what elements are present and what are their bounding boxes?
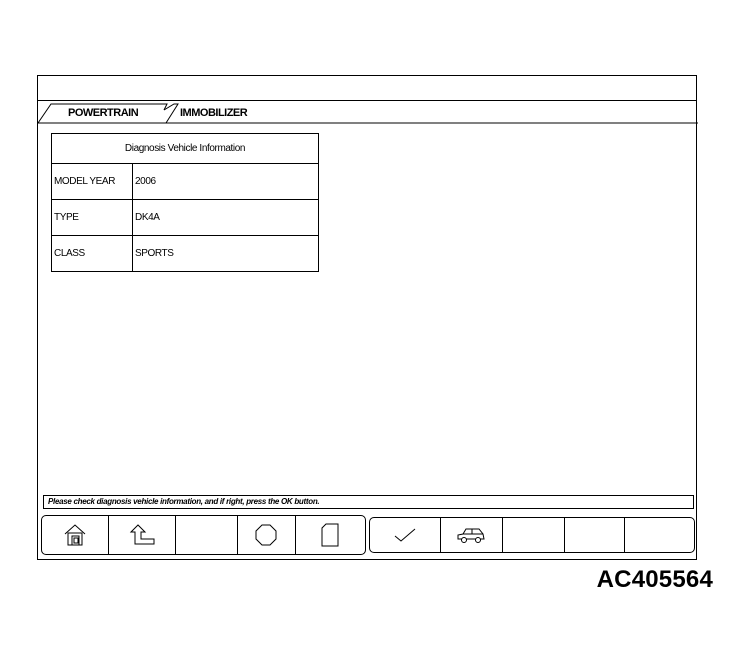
vehicle-button[interactable] xyxy=(440,518,503,552)
table-header: Diagnosis Vehicle Information xyxy=(52,134,319,164)
stop-button[interactable] xyxy=(237,516,296,554)
blank-button[interactable] xyxy=(624,518,694,552)
back-arrow-icon xyxy=(127,522,157,548)
tab-immobilizer[interactable]: IMMOBILIZER xyxy=(180,107,248,119)
page-button[interactable] xyxy=(295,516,365,554)
blank-button[interactable] xyxy=(502,518,565,552)
toolbar-left xyxy=(41,515,366,555)
octagon-icon xyxy=(253,522,279,548)
checkmark-icon xyxy=(392,525,418,545)
class-label: CLASS xyxy=(52,236,133,272)
model-year-label: MODEL YEAR xyxy=(52,164,133,200)
class-value: SPORTS xyxy=(133,236,319,272)
home-button[interactable] xyxy=(42,516,109,554)
model-year-value: 2006 xyxy=(133,164,319,200)
back-button[interactable] xyxy=(108,516,176,554)
ok-button[interactable] xyxy=(370,518,441,552)
vehicle-info-table xyxy=(51,133,319,272)
blank-button[interactable] xyxy=(175,516,238,554)
page-icon xyxy=(319,522,341,548)
toolbar-right xyxy=(369,517,695,553)
table-row xyxy=(52,236,319,272)
table-row xyxy=(52,200,319,236)
car-icon xyxy=(455,524,487,546)
blank-button[interactable] xyxy=(564,518,625,552)
status-message: Please check diagnosis vehicle information, and if right, press the OK button. xyxy=(43,495,694,509)
home-icon xyxy=(62,522,88,548)
type-label: TYPE xyxy=(52,200,133,236)
tab-powertrain[interactable]: POWERTRAIN xyxy=(68,107,139,119)
table-row xyxy=(52,164,319,200)
type-value: DK4A xyxy=(133,200,319,236)
title-bar xyxy=(38,76,696,101)
screen-frame xyxy=(37,75,697,560)
figure-code: AC405564 xyxy=(596,566,713,593)
tab-strip xyxy=(38,102,698,124)
